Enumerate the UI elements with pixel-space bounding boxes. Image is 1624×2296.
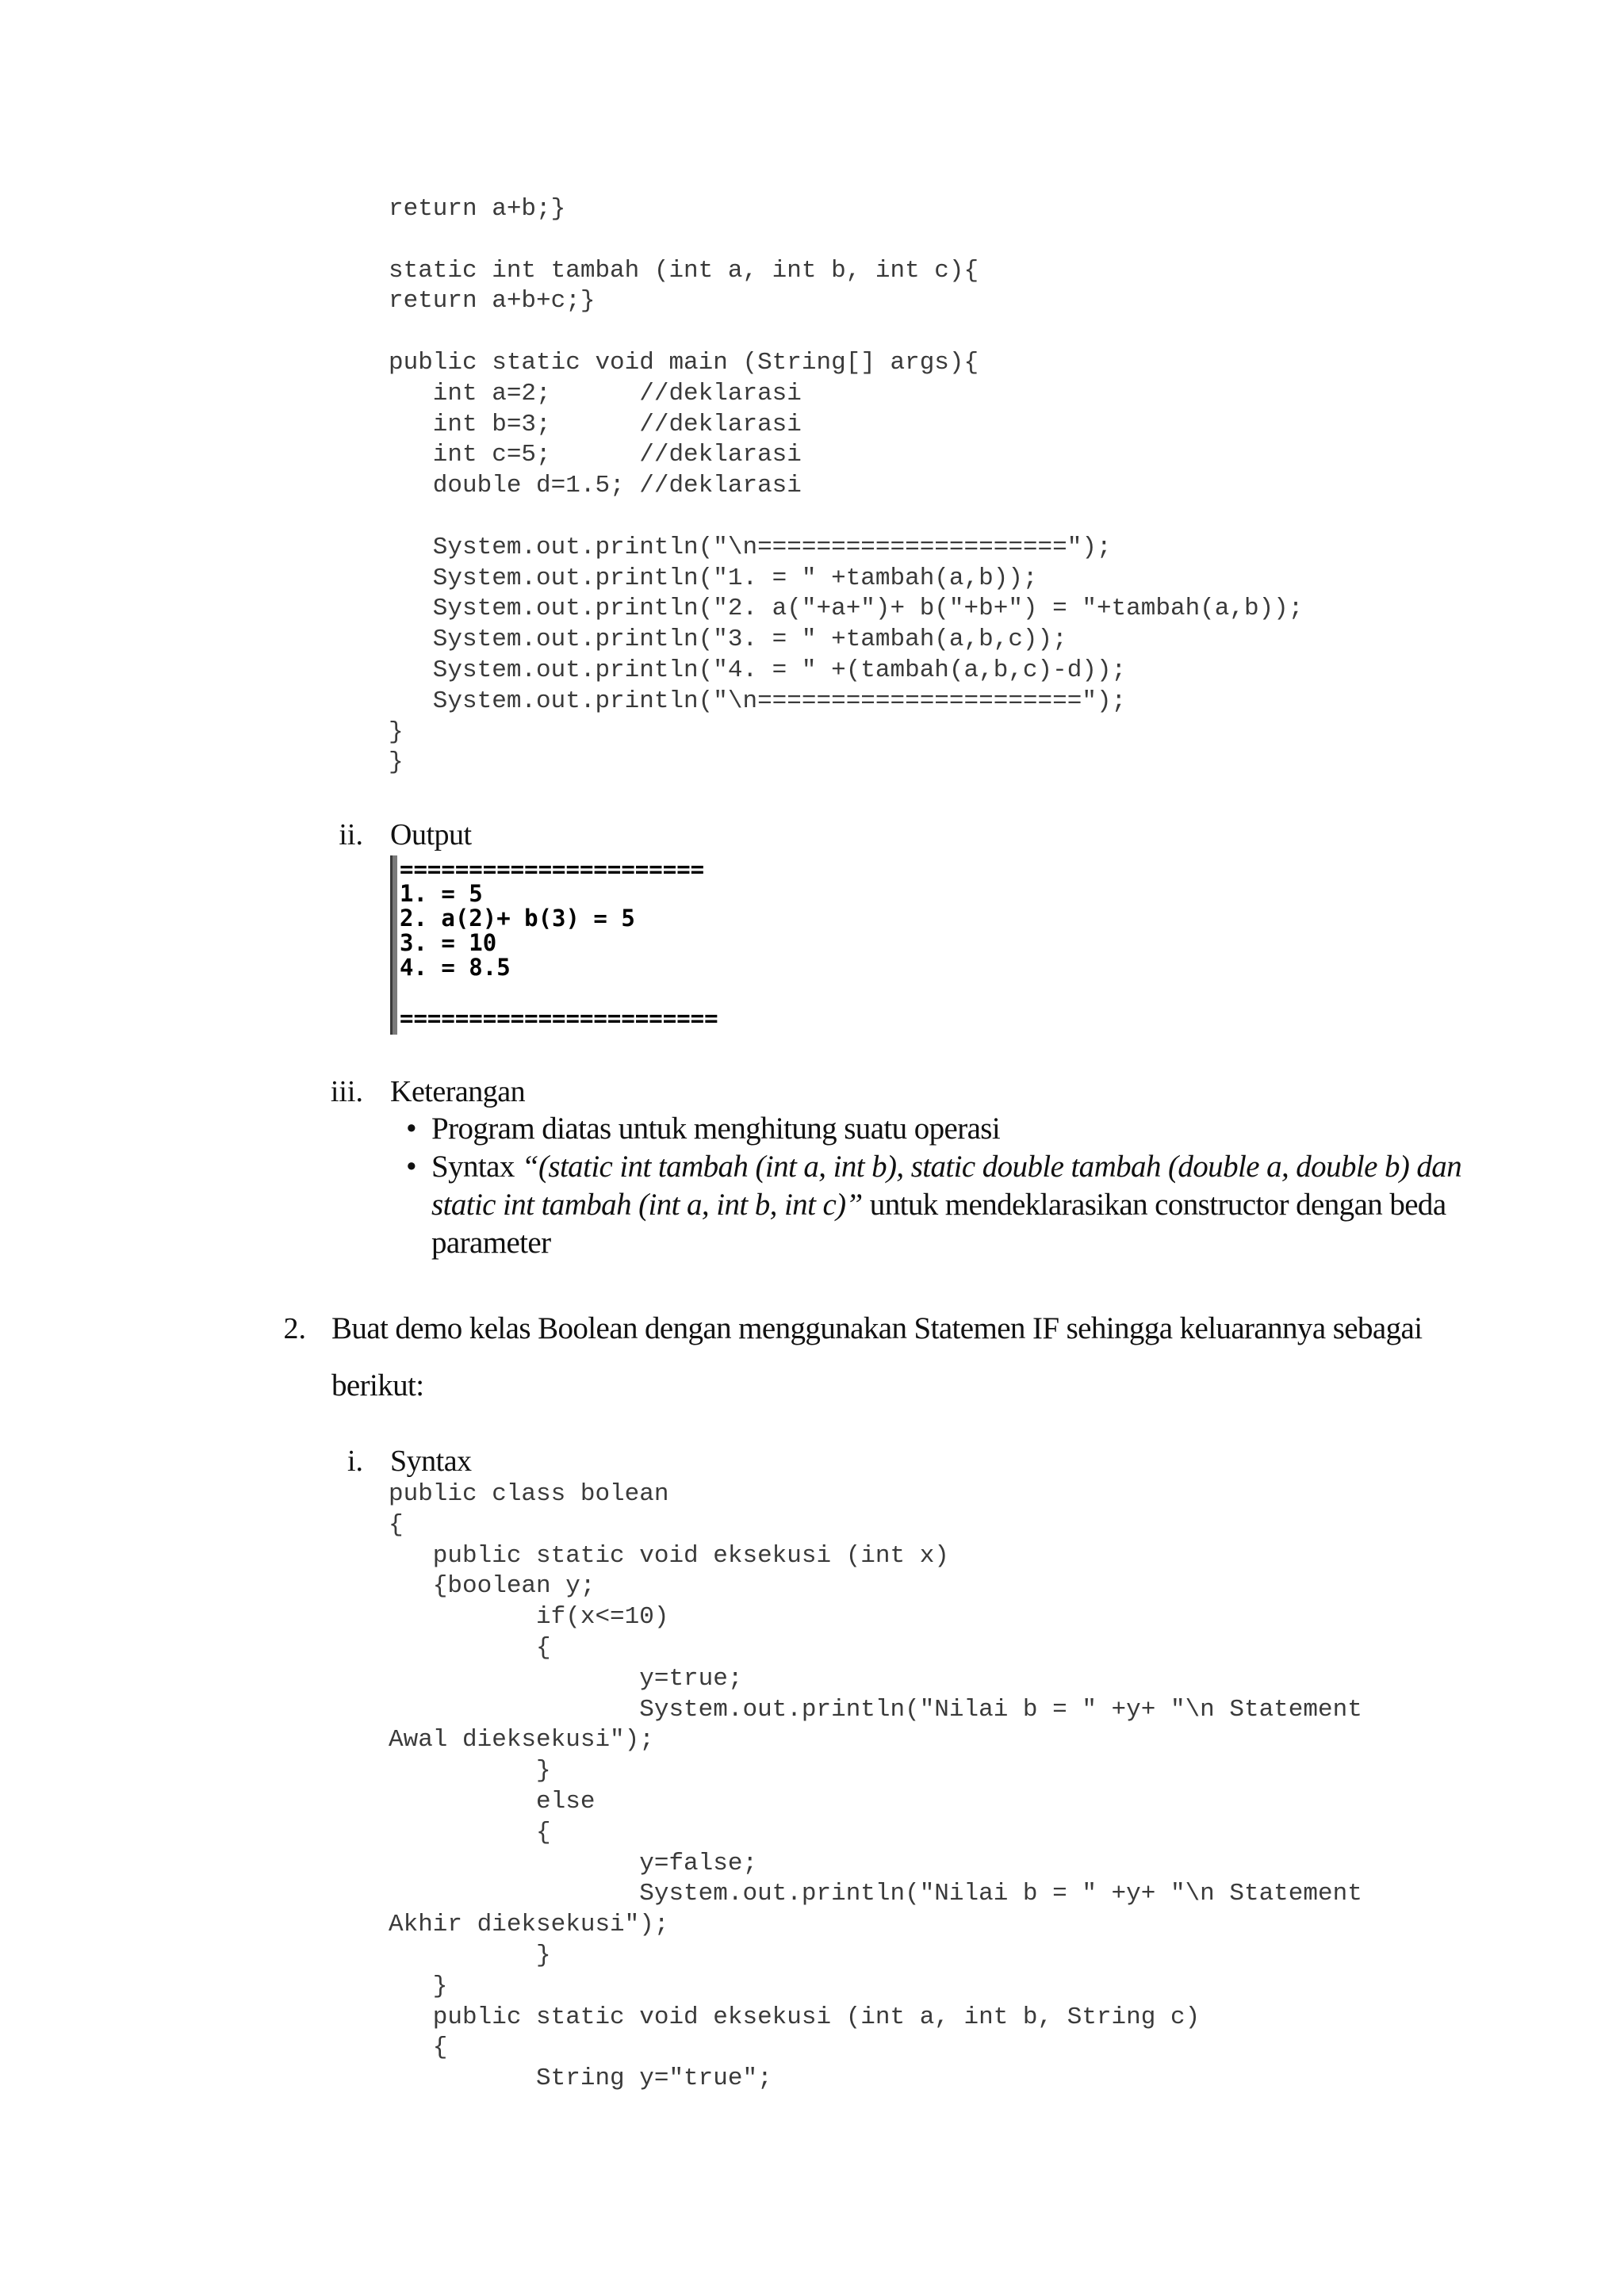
bullet-item — [406, 1110, 1484, 1148]
section-marker-ii: ii. — [339, 818, 363, 851]
section-heading-keterangan: Keterangan — [390, 1075, 526, 1108]
console-output-text: ====================== 1. = 5 2. a(2)+ b(3) = 5 3. = 10 4. = 8.5 — [400, 855, 705, 981]
console-bottom-rule: ======================= — [400, 1004, 718, 1031]
code-block-boolean-class: public class bolean { public static void eksekusi (int x) {boolean y; if(x<=10) { y=true; System.out.println("Nilai b = " +y+ "\n Statement Awal dieksekusi"); } else { y=false; System.out.println("Nilai b = " +y+ "\n Statement Akhir dieksekusi"); } } public static void eksekusi (int a, int b, String c) { String y="true"; — [389, 1480, 1362, 2093]
section-heading-syntax: Syntax — [390, 1445, 472, 1478]
exercise-2-instruction: Buat demo kelas Boolean dengan menggunakan Statemen IF sehingga keluarannya sebagai berikut: — [331, 1311, 1423, 1402]
code-block-method-overloading: return a+b;} static int tambah (int a, int b, int c){ return a+b+c;} public static void main (String[] args){ int a=2; //deklarasi int b=3; //deklarasi int c=5; //deklarasi double d=1.5; //deklarasi System.out.println("\n====================="); System.out.println("1. = " +tambah(a,b)); System.out.println("2. a("+a+")+ b("+b+") = "+tambah(a,b)); System.out.println("3. = " +tambah(a,b,c)); System.out.println("4. = " +(tambah(a,b,c)-d)); System.out.println("\n======================"); } } — [389, 195, 1304, 777]
bullet-dot: • — [406, 1112, 417, 1146]
section-heading-output: Output — [390, 818, 472, 851]
bullet-text-lead: Syntax — [431, 1150, 522, 1184]
console-window-border — [390, 855, 397, 1035]
bullet-text-tail: untuk mendeklarasikan constructor dengan beda parameter — [431, 1188, 1446, 1260]
bullet-text: Program diatas untuk menghitung suatu operasi — [431, 1112, 1001, 1146]
list-number-2: 2. — [283, 1312, 306, 1345]
bullet-dot: • — [406, 1150, 417, 1184]
console-output-screenshot — [390, 855, 802, 1035]
bullet-text-quoted-syntax: “(static int tambah (int a, int b), static double tambah (double a, double b) dan static int tambah (int a, int b, int c)” — [431, 1150, 1462, 1222]
section-marker-iii: iii. — [330, 1075, 363, 1108]
bullet-item — [406, 1148, 1484, 1262]
explanation-bullets — [406, 1110, 1484, 1262]
section-marker-i: i. — [347, 1445, 363, 1478]
